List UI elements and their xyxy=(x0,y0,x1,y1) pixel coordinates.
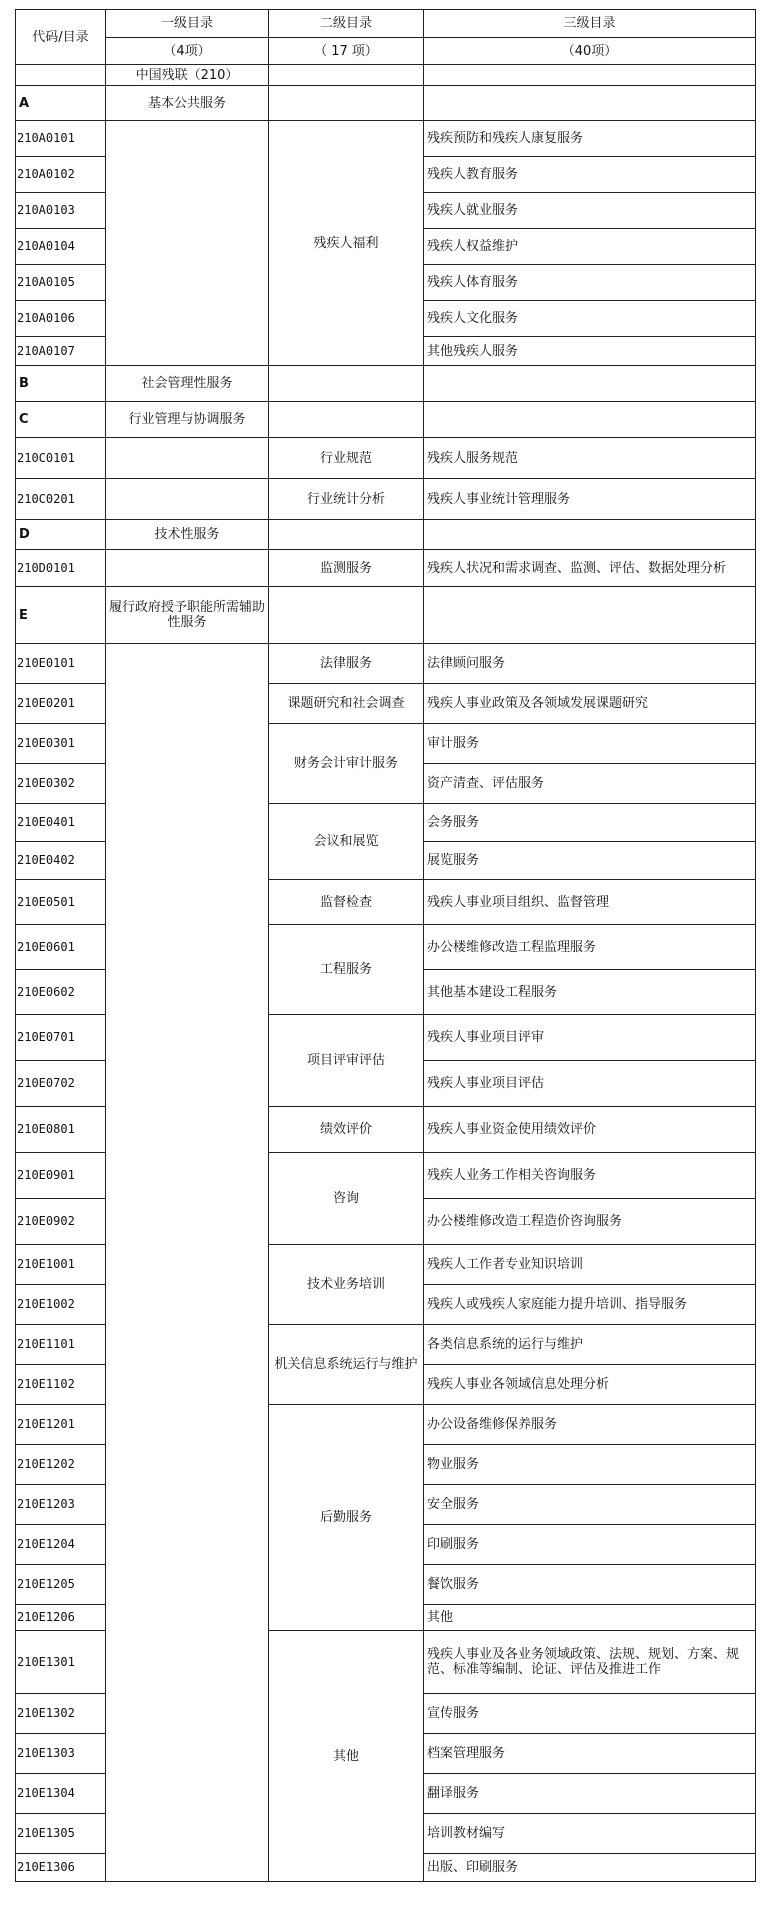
level3-name: 宣传服务 xyxy=(424,1694,756,1734)
level3-name: 残疾预防和残疾人康复服务 xyxy=(424,121,756,157)
level2-name: 会议和展览 xyxy=(269,804,424,880)
item-code: 210E0301 xyxy=(16,724,106,764)
cell-empty xyxy=(269,65,424,86)
level2-name: 后勤服务 xyxy=(269,1405,424,1631)
category-code: C xyxy=(16,402,106,438)
item-code: 210E1304 xyxy=(16,1774,106,1814)
item-code: 210E0602 xyxy=(16,970,106,1015)
category-code: D xyxy=(16,520,106,550)
level3-name: 残疾人事业项目评估 xyxy=(424,1061,756,1107)
item-code: 210E0902 xyxy=(16,1199,106,1245)
level3-name: 其他基本建设工程服务 xyxy=(424,970,756,1015)
item-code: 210A0103 xyxy=(16,193,106,229)
cell-empty xyxy=(424,86,756,121)
level3-name: 残疾人就业服务 xyxy=(424,193,756,229)
item-code: 210E1101 xyxy=(16,1325,106,1365)
level3-name: 残疾人事业项目评审 xyxy=(424,1015,756,1061)
header-level1: 一级目录 xyxy=(106,10,269,38)
level3-name: 残疾人权益维护 xyxy=(424,229,756,265)
level3-name: 残疾人事业政策及各领域发展课题研究 xyxy=(424,684,756,724)
level2-name: 法律服务 xyxy=(269,644,424,684)
item-code: 210E1302 xyxy=(16,1694,106,1734)
level1-name: 社会管理性服务 xyxy=(106,366,269,402)
header-level2-count: （ 17 项） xyxy=(269,38,424,65)
level3-name: 其他残疾人服务 xyxy=(424,337,756,366)
cell-empty xyxy=(424,65,756,86)
item-code: 210E1301 xyxy=(16,1631,106,1694)
level2-name: 残疾人福利 xyxy=(269,121,424,366)
level2-name: 绩效评价 xyxy=(269,1107,424,1153)
org-name: 中国残联（210） xyxy=(106,65,269,86)
level3-name: 残疾人状况和需求调查、监测、评估、数据处理分析 xyxy=(424,550,756,587)
cell-empty xyxy=(269,86,424,121)
level3-name: 安全服务 xyxy=(424,1485,756,1525)
level3-name: 残疾人事业资金使用绩效评价 xyxy=(424,1107,756,1153)
level2-name: 技术业务培训 xyxy=(269,1245,424,1325)
level3-name: 展览服务 xyxy=(424,842,756,880)
item-code: 210E0701 xyxy=(16,1015,106,1061)
cell-empty xyxy=(424,366,756,402)
item-code: 210E1002 xyxy=(16,1285,106,1325)
item-code: 210E1204 xyxy=(16,1525,106,1565)
level3-name: 残疾人或残疾人家庭能力提升培训、指导服务 xyxy=(424,1285,756,1325)
cell-empty xyxy=(424,520,756,550)
level3-name: 餐饮服务 xyxy=(424,1565,756,1605)
level3-name: 残疾人体育服务 xyxy=(424,265,756,301)
level3-name: 残疾人服务规范 xyxy=(424,438,756,479)
level2-name: 咨询 xyxy=(269,1153,424,1245)
level3-name: 残疾人事业及各业务领域政策、法规、规划、方案、规范、标准等编制、论证、评估及推进工作 xyxy=(424,1631,756,1694)
level3-name: 办公设备维修保养服务 xyxy=(424,1405,756,1445)
level3-name: 物业服务 xyxy=(424,1445,756,1485)
item-code: 210E1303 xyxy=(16,1734,106,1774)
item-code: 210C0201 xyxy=(16,479,106,520)
level3-name: 法律顾问服务 xyxy=(424,644,756,684)
item-code: 210A0107 xyxy=(16,337,106,366)
item-code: 210E1205 xyxy=(16,1565,106,1605)
item-code: 210E0501 xyxy=(16,880,106,925)
item-code: 210A0105 xyxy=(16,265,106,301)
item-code: 210E1306 xyxy=(16,1854,106,1882)
level2-name: 监测服务 xyxy=(269,550,424,587)
level3-name: 档案管理服务 xyxy=(424,1734,756,1774)
item-code: 210A0106 xyxy=(16,301,106,337)
level2-name: 课题研究和社会调查 xyxy=(269,684,424,724)
level3-name: 其他 xyxy=(424,1605,756,1631)
level2-name: 行业规范 xyxy=(269,438,424,479)
level2-name: 其他 xyxy=(269,1631,424,1882)
level3-name: 办公楼维修改造工程监理服务 xyxy=(424,925,756,970)
header-level3-count: （40项） xyxy=(424,38,756,65)
header-code: 代码/目录 xyxy=(16,10,106,65)
level2-name: 行业统计分析 xyxy=(269,479,424,520)
cell-empty xyxy=(269,402,424,438)
level3-name: 会务服务 xyxy=(424,804,756,842)
item-code: 210E1206 xyxy=(16,1605,106,1631)
cell-empty xyxy=(106,121,269,366)
level2-name: 项目评审评估 xyxy=(269,1015,424,1107)
cell-empty xyxy=(106,550,269,587)
cell-empty xyxy=(106,644,269,1882)
item-code: 210E1102 xyxy=(16,1365,106,1405)
category-code: B xyxy=(16,366,106,402)
cell-empty xyxy=(269,366,424,402)
item-code: 210E0401 xyxy=(16,804,106,842)
item-code: 210A0104 xyxy=(16,229,106,265)
item-code: 210C0101 xyxy=(16,438,106,479)
cell-empty xyxy=(269,587,424,644)
category-code: A xyxy=(16,86,106,121)
item-code: 210E0702 xyxy=(16,1061,106,1107)
category-code: E xyxy=(16,587,106,644)
level2-name: 财务会计审计服务 xyxy=(269,724,424,804)
header-level3: 三级目录 xyxy=(424,10,756,38)
cell-empty xyxy=(106,479,269,520)
level3-name: 残疾人业务工作相关咨询服务 xyxy=(424,1153,756,1199)
cell-empty xyxy=(424,402,756,438)
level3-name: 办公楼维修改造工程造价咨询服务 xyxy=(424,1199,756,1245)
level1-name: 基本公共服务 xyxy=(106,86,269,121)
item-code: 210E1203 xyxy=(16,1485,106,1525)
item-code: 210D0101 xyxy=(16,550,106,587)
level3-name: 各类信息系统的运行与维护 xyxy=(424,1325,756,1365)
level3-name: 培训教材编写 xyxy=(424,1814,756,1854)
header-level1-count: （4项） xyxy=(106,38,269,65)
item-code: 210E1202 xyxy=(16,1445,106,1485)
level1-name: 行业管理与协调服务 xyxy=(106,402,269,438)
level1-name: 技术性服务 xyxy=(106,520,269,550)
level3-name: 残疾人工作者专业知识培训 xyxy=(424,1245,756,1285)
level2-name: 工程服务 xyxy=(269,925,424,1015)
item-code: 210E0201 xyxy=(16,684,106,724)
cell-empty xyxy=(16,65,106,86)
item-code: 210E1201 xyxy=(16,1405,106,1445)
level3-name: 出版、印刷服务 xyxy=(424,1854,756,1882)
level3-name: 资产清查、评估服务 xyxy=(424,764,756,804)
item-code: 210E1305 xyxy=(16,1814,106,1854)
level3-name: 印刷服务 xyxy=(424,1525,756,1565)
item-code: 210A0101 xyxy=(16,121,106,157)
item-code: 210E0901 xyxy=(16,1153,106,1199)
level3-name: 残疾人教育服务 xyxy=(424,157,756,193)
item-code: 210E0302 xyxy=(16,764,106,804)
level3-name: 残疾人事业统计管理服务 xyxy=(424,479,756,520)
item-code: 210E0402 xyxy=(16,842,106,880)
level2-name: 机关信息系统运行与维护 xyxy=(269,1325,424,1405)
cell-empty xyxy=(269,520,424,550)
level2-name: 监督检查 xyxy=(269,880,424,925)
level3-name: 审计服务 xyxy=(424,724,756,764)
item-code: 210E1001 xyxy=(16,1245,106,1285)
item-code: 210E0801 xyxy=(16,1107,106,1153)
item-code: 210A0102 xyxy=(16,157,106,193)
cell-empty xyxy=(424,587,756,644)
cell-empty xyxy=(106,438,269,479)
level3-name: 残疾人事业项目组织、监督管理 xyxy=(424,880,756,925)
level3-name: 残疾人文化服务 xyxy=(424,301,756,337)
item-code: 210E0101 xyxy=(16,644,106,684)
item-code: 210E0601 xyxy=(16,925,106,970)
level1-name: 履行政府授予职能所需辅助性服务 xyxy=(106,587,269,644)
level3-name: 残疾人事业各领域信息处理分析 xyxy=(424,1365,756,1405)
catalog-table xyxy=(15,9,756,1882)
header-level2: 二级目录 xyxy=(269,10,424,38)
level3-name: 翻译服务 xyxy=(424,1774,756,1814)
